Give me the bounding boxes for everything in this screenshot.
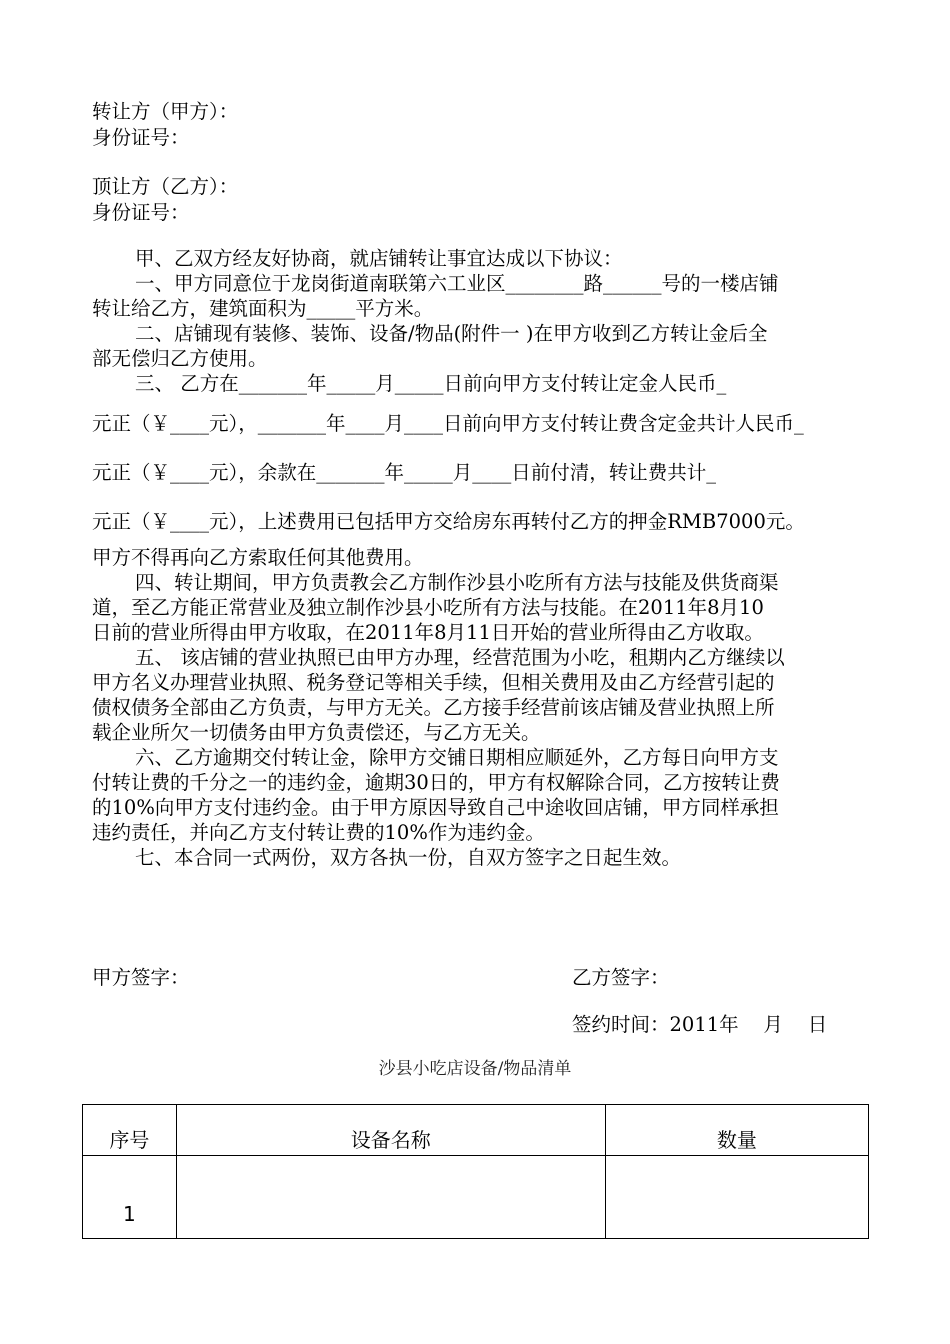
- clause-6-line-1: 六、乙方逾期交付转让金，除甲方交铺日期相应顺延外，乙方每日向甲方支: [135, 746, 779, 769]
- table-header-row: [83, 1105, 869, 1156]
- signing-date: 签约时间：2011年 月 日: [572, 1013, 828, 1036]
- clause-3-line-3: 元正（￥____元），余款在_______年_____月____日前付清，转让费共计_: [92, 461, 717, 484]
- header-quantity: 数量: [605, 1105, 868, 1156]
- clause-3-line-4: 元正（￥____元），上述费用已包括甲方交给房东再转付乙方的押金RMB7000元。: [92, 510, 805, 533]
- clause-4-line-2: 道，至乙方能正常营业及独立制作沙县小吃所有方法与技能。在2011年8月10: [92, 596, 764, 619]
- clause-5-line-3: 债权债务全部由乙方负责，与甲方无关。乙方接手经营前该店铺及营业执照上所: [92, 696, 775, 719]
- clause-6-line-2: 付转让费的千分之一的违约金，逾期30日的，甲方有权解除合同，乙方按转让费: [92, 771, 780, 794]
- clause-3-line-2: 元正（￥____元），_______年____月____日前向甲方支付转让费含定金共计人民币_: [92, 412, 804, 435]
- header-index: 序号: [83, 1105, 177, 1156]
- clause-7-line-1: 七、本合同一式两份，双方各执一份，自双方签字之日起生效。: [135, 846, 682, 869]
- clause-4-line-3: 日前的营业所得由甲方收取，在2011年8月11日开始的营业所得由乙方收取。: [92, 621, 764, 644]
- header-equipment-name: 设备名称: [176, 1105, 605, 1156]
- clause-3-line-1: 三、 乙方在_______年_____月_____日前向甲方支付转让定金人民币_: [135, 372, 727, 395]
- transferee-label: 顶让方（乙方）：: [92, 175, 239, 198]
- clause-6-line-3: 的10%向甲方支付违约金。由于甲方原因导致自己中途收回店铺，甲方同样承担: [92, 796, 779, 819]
- clause-2-line-2: 部无偿归乙方使用。: [92, 347, 268, 370]
- transferee-id-label: 身份证号：: [92, 201, 190, 224]
- clause-4-line-1: 四、转让期间，甲方负责教会乙方制作沙县小吃所有方法与技能及供货商渠: [135, 571, 779, 594]
- appendix-title: 沙县小吃店设备/物品清单: [378, 1059, 572, 1079]
- row-quantity-cell: [605, 1156, 868, 1239]
- clause-2-line-1: 二、店铺现有装修、装饰、设备/物品(附件一 )在甲方收到乙方转让金后全: [135, 322, 768, 345]
- table-row: [83, 1156, 869, 1239]
- equipment-table: [82, 1104, 869, 1239]
- row-index-cell: 1: [83, 1156, 177, 1239]
- clause-5-line-4: 载企业所欠一切债务由甲方负责偿还，与乙方无关。: [92, 721, 541, 744]
- transferor-id-label: 身份证号：: [92, 126, 190, 149]
- transferor-label: 转让方（甲方）：: [92, 100, 239, 123]
- intro-paragraph: 甲、乙双方经友好协商，就店铺转让事宜达成以下协议：: [135, 247, 623, 270]
- clause-6-line-4: 违约责任，并向乙方支付转让费的10%作为违约金。: [92, 821, 545, 844]
- party-a-signature-label: 甲方签字：: [92, 966, 190, 989]
- clause-5-line-2: 甲方名义办理营业执照、税务登记等相关手续，但相关费用及由乙方经营引起的: [92, 671, 775, 694]
- clause-3-line-5: 甲方不得再向乙方索取任何其他费用。: [92, 546, 424, 569]
- party-b-signature-label: 乙方签字：: [572, 966, 670, 989]
- clause-1-line-2: 转让给乙方，建筑面积为_____平方米。: [92, 297, 434, 320]
- clause-5-line-1: 五、 该店铺的营业执照已由甲方办理，经营范围为小吃，租期内乙方继续以: [135, 646, 785, 669]
- clause-1-line-1: 一、甲方同意位于龙岗街道南联第六工业区________路______号的一楼店铺: [135, 272, 779, 295]
- row-equipment-name-cell: [176, 1156, 605, 1239]
